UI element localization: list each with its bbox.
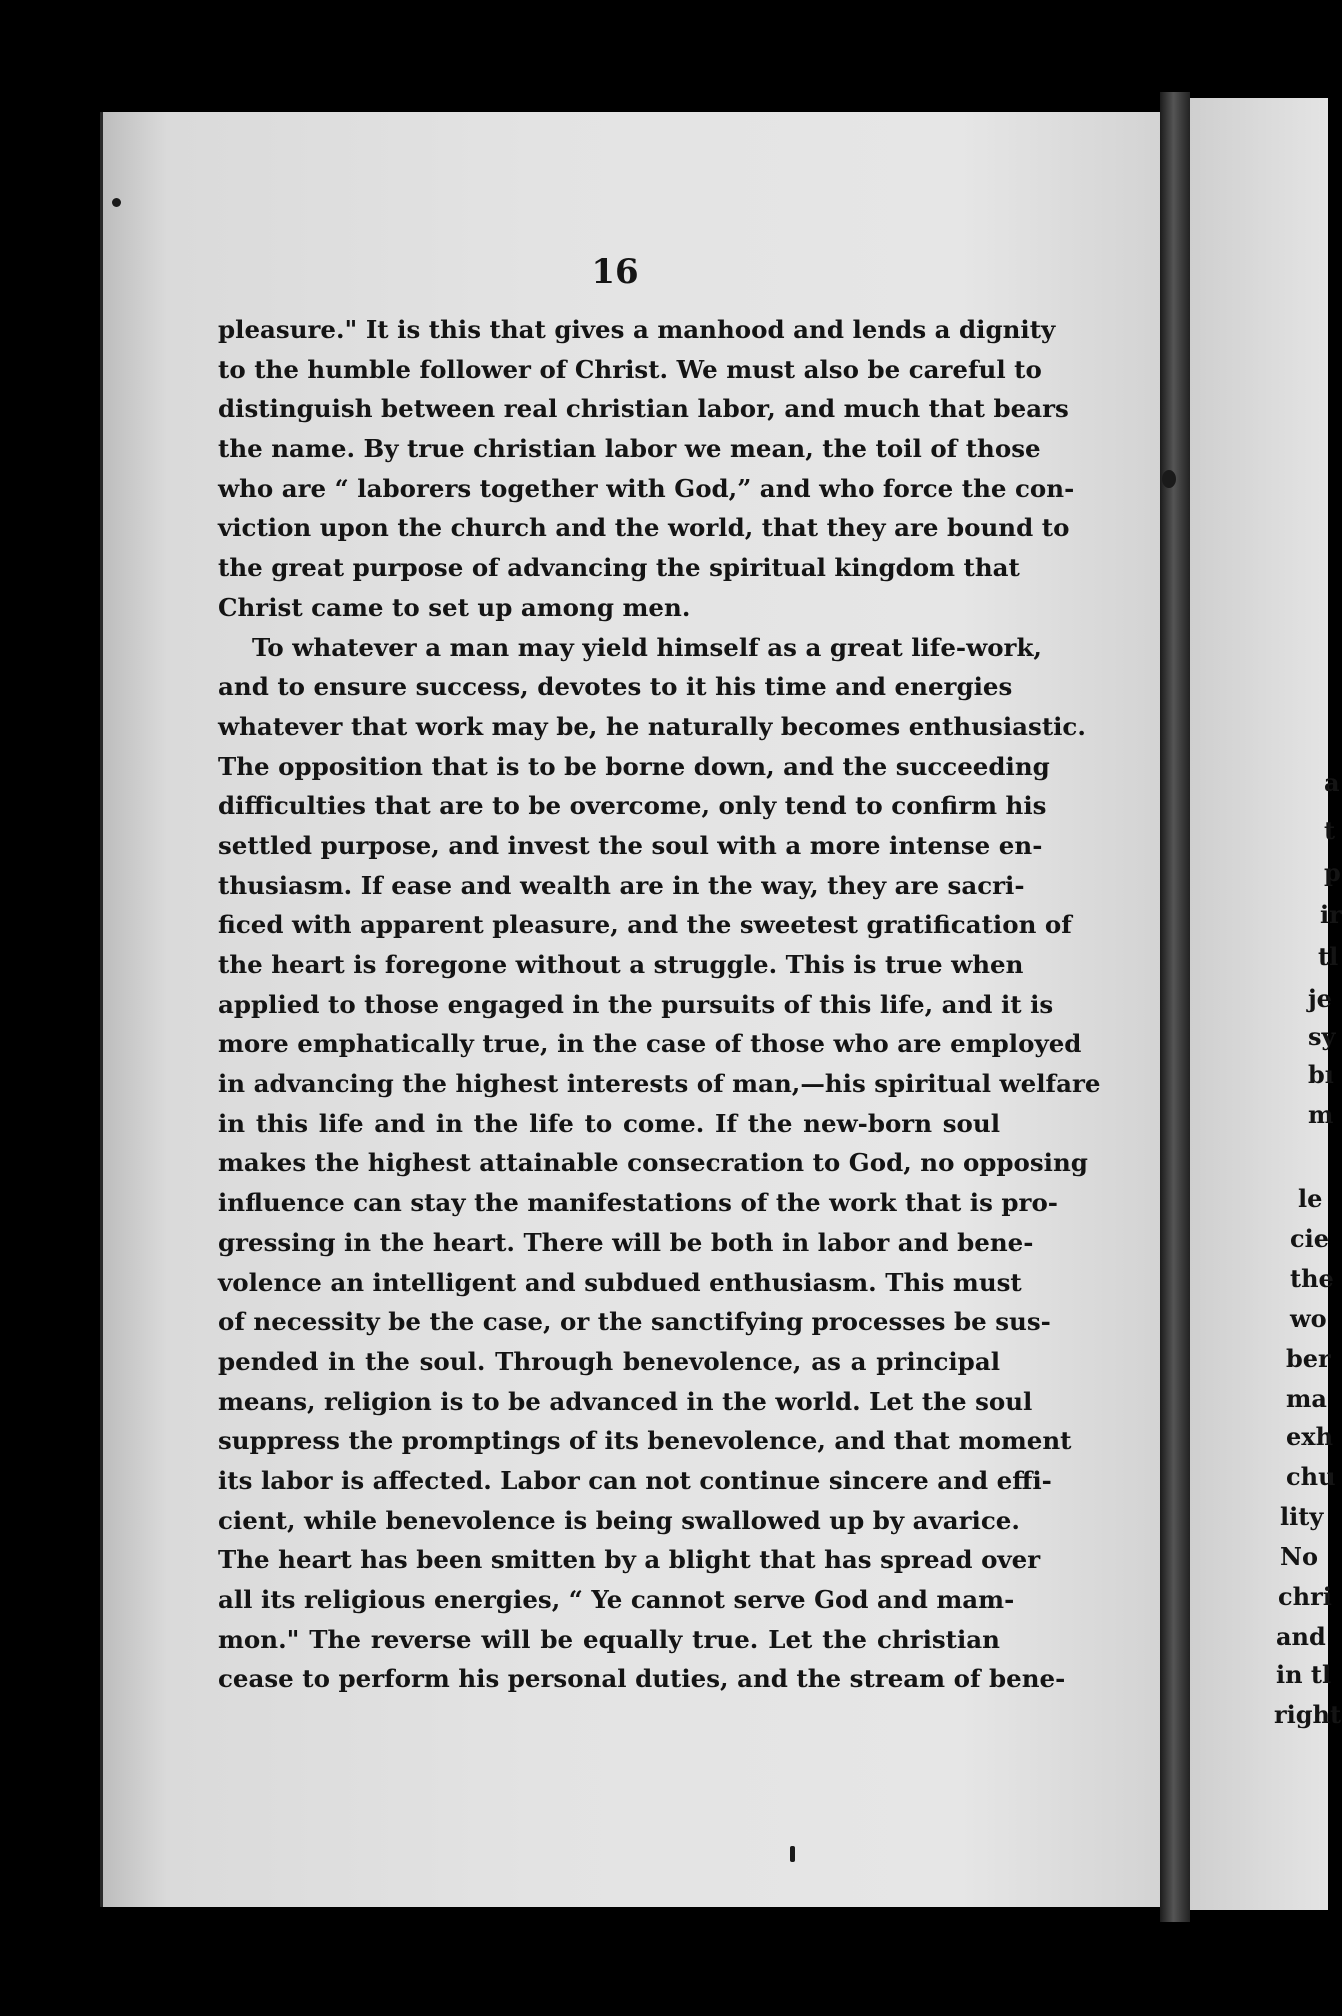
text-line: in advancing the highest interests of man,—his spiritual welfare: [218, 1069, 1101, 1099]
text-line: distinguish between real christian labor, and much that bears: [218, 394, 1069, 424]
text-line: mon." The reverse will be equally true. Let the christian: [218, 1624, 1000, 1654]
facing-fragment: ber: [1286, 1344, 1331, 1373]
paragraph-1: [218, 310, 1075, 628]
text-line: thusiasm. If ease and wealth are in the way, they are sacri-: [218, 870, 1025, 900]
text-line: its labor is affected. Labor can not continue sincere and effi-: [218, 1465, 1052, 1495]
text-line: To whatever a man may yield himself as a great life-work,: [252, 632, 1042, 662]
ink-speck: [1162, 470, 1176, 488]
text-line: who are “ laborers together with God,” and who force the con-: [218, 473, 1075, 503]
facing-fragment: a: [1324, 768, 1340, 797]
text-line: settled purpose, and invest the soul with a more intense en-: [218, 830, 1043, 860]
facing-fragment: in tl: [1276, 1660, 1332, 1689]
text-line: the heart is foregone without a struggle. This is true when: [218, 950, 1024, 979]
facing-fragment: ir: [1320, 900, 1342, 929]
ink-speck: [790, 1846, 795, 1862]
text-line: applied to those engaged in the pursuits of this life, and it is: [218, 989, 1054, 1019]
text-line: means, religion is to be advanced in the world. Let the soul: [218, 1386, 1033, 1416]
text-line: viction upon the church and the world, that they are bound to: [218, 513, 1070, 543]
facing-fragment: wo: [1290, 1304, 1327, 1333]
text-line: gressing in the heart. There will be both in labor and bene-: [218, 1227, 1034, 1257]
facing-fragment: sy: [1308, 1022, 1336, 1051]
facing-fragment: the: [1290, 1264, 1334, 1293]
text-line: pended in the soul. Through benevolence, as a principal: [218, 1346, 1000, 1376]
facing-fragment: m: [1308, 1100, 1334, 1129]
text-line: Christ came to set up among men.: [218, 592, 691, 622]
facing-fragment: ma: [1286, 1384, 1327, 1413]
paragraph-2: [218, 628, 1101, 1700]
facing-fragment: je: [1308, 984, 1332, 1013]
body-text: [218, 310, 1101, 1699]
facing-fragment: chu: [1286, 1462, 1336, 1491]
facing-fragment: t: [1324, 816, 1336, 845]
text-line: ficed with apparent pleasure, and the sweetest gratification of: [218, 910, 1072, 940]
text-line: whatever that work may be, he naturally becomes enthusiastic.: [218, 711, 1086, 741]
text-line: suppress the promptings of its benevolence, and that moment: [218, 1426, 1072, 1456]
text-line: pleasure." It is this that gives a manhood and lends a dignity: [218, 315, 1056, 344]
text-line: and to ensure success, devotes to it his time and energies: [218, 672, 1013, 702]
facing-fragment: p: [1324, 858, 1341, 887]
text-line: to the humble follower of Christ. We must also be careful to: [218, 354, 1042, 384]
text-line: makes the highest attainable consecration to God, no opposing: [218, 1148, 1088, 1178]
facing-fragment: tl: [1318, 942, 1339, 971]
facing-fragment: right: [1274, 1700, 1342, 1729]
facing-fragment: chri: [1278, 1582, 1332, 1611]
text-line: all its religious energies, “ Ye cannot serve God and mam-: [218, 1585, 1015, 1614]
text-line: of necessity be the case, or the sanctifying processes be sus-: [218, 1307, 1051, 1337]
facing-fragment: exh: [1286, 1422, 1334, 1451]
text-line: more emphatically true, in the case of those who are employed: [218, 1029, 1082, 1059]
text-line: the name. By true christian labor we mean, the toil of those: [218, 434, 1041, 464]
facing-fragment: le: [1298, 1184, 1323, 1213]
facing-fragment: and: [1276, 1622, 1326, 1651]
text-line: volence an intelligent and subdued enthusiasm. This must: [218, 1267, 1022, 1297]
text-line: The heart has been smitten by a blight that has spread over: [218, 1545, 1041, 1575]
text-line: influence can stay the manifestations of the work that is pro-: [218, 1188, 1058, 1218]
ink-speck: [112, 198, 121, 207]
book-gutter: [1160, 92, 1190, 1922]
text-line: The opposition that is to be borne down, and the succeeding: [218, 751, 1050, 781]
text-line: the great purpose of advancing the spiritual kingdom that: [218, 553, 1020, 583]
text-line: difficulties that are to be overcome, only tend to confirm his: [218, 791, 1047, 821]
text-line: cient, while benevolence is being swallowed up by avarice.: [218, 1505, 1020, 1535]
text-line: in this life and in the life to come. If the new-born soul: [218, 1108, 1000, 1138]
facing-fragment: bı: [1308, 1060, 1334, 1089]
text-line: cease to perform his personal duties, and the stream of bene-: [218, 1664, 1066, 1694]
page-number: 16: [591, 252, 639, 292]
facing-fragment: No: [1280, 1542, 1318, 1571]
facing-fragment: lity: [1280, 1502, 1324, 1531]
facing-fragment: cie: [1290, 1224, 1329, 1253]
